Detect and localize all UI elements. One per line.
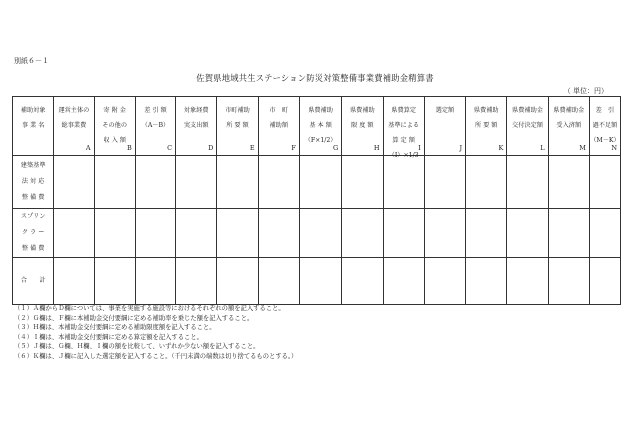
- input-cell[interactable]: [589, 209, 620, 258]
- column-header-line: 差 引 額: [144, 107, 167, 114]
- input-cell[interactable]: [135, 156, 175, 209]
- input-cell[interactable]: [176, 258, 217, 305]
- column-letter: G: [333, 144, 339, 152]
- input-cell[interactable]: [342, 209, 383, 258]
- column-header: [589, 97, 620, 156]
- row-label-line: 建築基準: [20, 162, 46, 169]
- note-item: （４）Ｉ欄は、本補助金交付要綱に定める算定額を記入すること。: [14, 333, 203, 341]
- column-header: [466, 97, 507, 156]
- row-label-line: 整 備 費: [21, 194, 45, 201]
- column-header-line: 補助対象: [20, 107, 46, 114]
- column-header: [383, 97, 424, 159]
- column-header: [258, 97, 299, 156]
- input-cell[interactable]: [176, 209, 217, 258]
- column-letter: B: [127, 144, 132, 152]
- column-header-line: 県費補助: [308, 107, 333, 114]
- input-cell[interactable]: [507, 209, 548, 258]
- row-label: [13, 258, 54, 305]
- column-header-line: 補助額: [269, 122, 289, 129]
- column-header-label: [549, 103, 589, 133]
- column-header-line: 実支出額: [183, 122, 209, 129]
- column-header-line: 県費補助金: [553, 107, 585, 114]
- column-header-label: [466, 103, 506, 133]
- input-cell[interactable]: [383, 156, 424, 209]
- column-header-label: [259, 103, 299, 133]
- table-row: [13, 258, 621, 305]
- column-header-line: 算 定 額: [392, 137, 415, 144]
- input-cell[interactable]: [548, 209, 589, 258]
- column-letter: F: [291, 144, 296, 152]
- column-letter: M: [579, 144, 586, 152]
- column-header-line: 事 業 名: [21, 122, 45, 129]
- input-cell[interactable]: [424, 209, 465, 258]
- column-header-line: 限 度 額: [351, 122, 374, 129]
- column-header-label: [13, 103, 53, 133]
- column-header-line: その他の: [102, 122, 128, 129]
- column-header-line: 所 要 額: [226, 122, 249, 129]
- column-header-line: 選定額: [435, 107, 455, 114]
- input-cell[interactable]: [176, 156, 217, 209]
- column-header-line: 過不足額: [592, 122, 618, 129]
- column-header-line: 総事業費: [61, 122, 87, 129]
- input-cell[interactable]: [217, 258, 258, 305]
- column-header: [424, 97, 465, 156]
- column-header-line: 基準による: [388, 122, 420, 129]
- input-cell[interactable]: [217, 209, 258, 258]
- column-header-label: [425, 103, 465, 118]
- note-item: （２）Ｇ欄は、Ｆ欄に本補助金交付要綱に定める補助率を乗じた額を記入すること。: [14, 314, 254, 322]
- column-header-label: [54, 103, 93, 133]
- input-cell[interactable]: [54, 258, 94, 305]
- input-cell[interactable]: [548, 258, 589, 305]
- column-header-line: 差 引: [595, 107, 615, 114]
- column-header-line: 県費補助: [473, 107, 499, 114]
- row-label-line: スプリン: [20, 213, 46, 220]
- column-header: [135, 97, 175, 156]
- column-header-line: 所 要 額: [474, 122, 498, 129]
- column-header-line: 県費補助金: [512, 107, 543, 114]
- column-header: [507, 97, 548, 156]
- column-header: [548, 97, 589, 156]
- row-label-line: 合 計: [20, 277, 46, 284]
- column-header-line: 対象経費: [183, 107, 209, 114]
- input-cell[interactable]: [466, 258, 507, 305]
- input-cell[interactable]: [589, 258, 620, 305]
- column-header-line: 市 町: [269, 107, 289, 114]
- input-cell[interactable]: [466, 209, 507, 258]
- column-letter: J: [459, 144, 463, 152]
- header-row: [13, 97, 621, 156]
- input-cell[interactable]: [299, 156, 341, 209]
- column-header-label: [384, 103, 424, 163]
- column-header: [176, 97, 217, 156]
- document-label: 別紙６－１: [14, 57, 49, 65]
- input-cell[interactable]: [424, 258, 465, 305]
- column-letter: D: [208, 144, 214, 152]
- column-header-label: [342, 103, 382, 133]
- input-cell[interactable]: [383, 209, 424, 258]
- row-label: [13, 156, 54, 209]
- input-cell[interactable]: [135, 258, 175, 305]
- input-cell[interactable]: [548, 156, 589, 209]
- document-title: 佐賀県地域共生ステーション防災対策整備事業費補助金精算書: [196, 73, 434, 83]
- input-cell[interactable]: [589, 156, 620, 209]
- column-header-label: [590, 103, 620, 148]
- column-header-label: [95, 103, 135, 148]
- column-header-line: 受入済額: [556, 122, 582, 129]
- row-label-line: 整 備 費: [21, 245, 45, 252]
- table-row: [13, 209, 621, 258]
- input-cell[interactable]: [299, 209, 341, 258]
- input-cell[interactable]: [217, 156, 258, 209]
- column-header-line: 運営主体の: [58, 107, 90, 114]
- column-header-label: [300, 103, 341, 148]
- column-header-line: （I）×1/3: [388, 152, 419, 159]
- column-header-line: 収 入 額: [103, 137, 126, 144]
- column-header-line: 県費算定: [391, 107, 417, 114]
- input-cell[interactable]: [424, 156, 465, 209]
- input-cell[interactable]: [299, 258, 341, 305]
- column-letter: E: [249, 144, 255, 152]
- input-cell[interactable]: [135, 209, 175, 258]
- input-cell[interactable]: [54, 209, 94, 258]
- column-header-line: 寄 附 金: [103, 107, 126, 114]
- column-header-label: [136, 103, 175, 133]
- input-cell[interactable]: [342, 156, 383, 209]
- column-letter: I: [418, 144, 421, 152]
- input-cell[interactable]: [383, 258, 424, 305]
- column-header-label: [507, 103, 547, 133]
- column-header: [94, 97, 135, 156]
- column-header: [342, 97, 383, 156]
- column-header-line: （F×1/2）: [304, 137, 337, 144]
- column-header-line: 交付決定額: [512, 122, 543, 129]
- notes-section: [14, 304, 297, 362]
- input-cell[interactable]: [258, 209, 299, 258]
- input-cell[interactable]: [258, 258, 299, 305]
- note-item: （３）Ｈ欄は、本補助金交付要綱に定める補助限度額を記入すること。: [14, 324, 216, 332]
- input-cell[interactable]: [94, 209, 135, 258]
- column-header-line: 市町補助: [225, 107, 250, 114]
- column-header: [54, 97, 94, 156]
- column-letter: A: [85, 144, 91, 152]
- column-header-line: 県費補助: [349, 107, 375, 114]
- input-cell[interactable]: [342, 258, 383, 305]
- column-header: [13, 97, 54, 156]
- column-letter: K: [498, 144, 504, 152]
- input-cell[interactable]: [94, 258, 135, 305]
- column-letter: H: [373, 144, 380, 152]
- unit-label: （ 単位：円）: [563, 87, 608, 95]
- row-label-line: ク ラ ー: [21, 229, 45, 236]
- column-header-line: 基 本 額: [309, 122, 332, 129]
- input-cell[interactable]: [258, 156, 299, 209]
- note-item: （１）Ａ欄からＤ欄については、事業を実施する施設等におけるそれぞれの額を記入すること。: [14, 305, 285, 312]
- input-cell[interactable]: [507, 258, 548, 305]
- column-header-label: [176, 103, 216, 133]
- note-item: （５）Ｊ欄は、Ｇ欄、Ｈ欄、Ｉ欄の額を比較して、いずれか少ない額を記入すること。: [14, 343, 260, 351]
- row-label: [13, 209, 54, 258]
- column-header: [217, 97, 258, 156]
- note-item: （６）Ｋ欄は、Ｊ欄に記入した選定額を記入すること。（千円未満の端数は切り捨てるものとする。）: [14, 352, 298, 360]
- input-cell[interactable]: [466, 156, 507, 209]
- input-cell[interactable]: [507, 156, 548, 209]
- column-header-line: （A－B）: [141, 122, 170, 129]
- column-letter: L: [540, 144, 545, 152]
- settlement-table: [12, 96, 621, 305]
- column-header-line: （M－K）: [590, 137, 620, 144]
- column-letter: C: [167, 144, 173, 152]
- column-letter: N: [611, 144, 617, 152]
- input-cell[interactable]: [94, 156, 135, 209]
- column-header-label: [217, 103, 257, 133]
- input-cell[interactable]: [54, 156, 94, 209]
- column-header: [299, 97, 341, 156]
- table-row: [13, 156, 621, 209]
- row-label-line: 法 対 応: [21, 178, 45, 185]
